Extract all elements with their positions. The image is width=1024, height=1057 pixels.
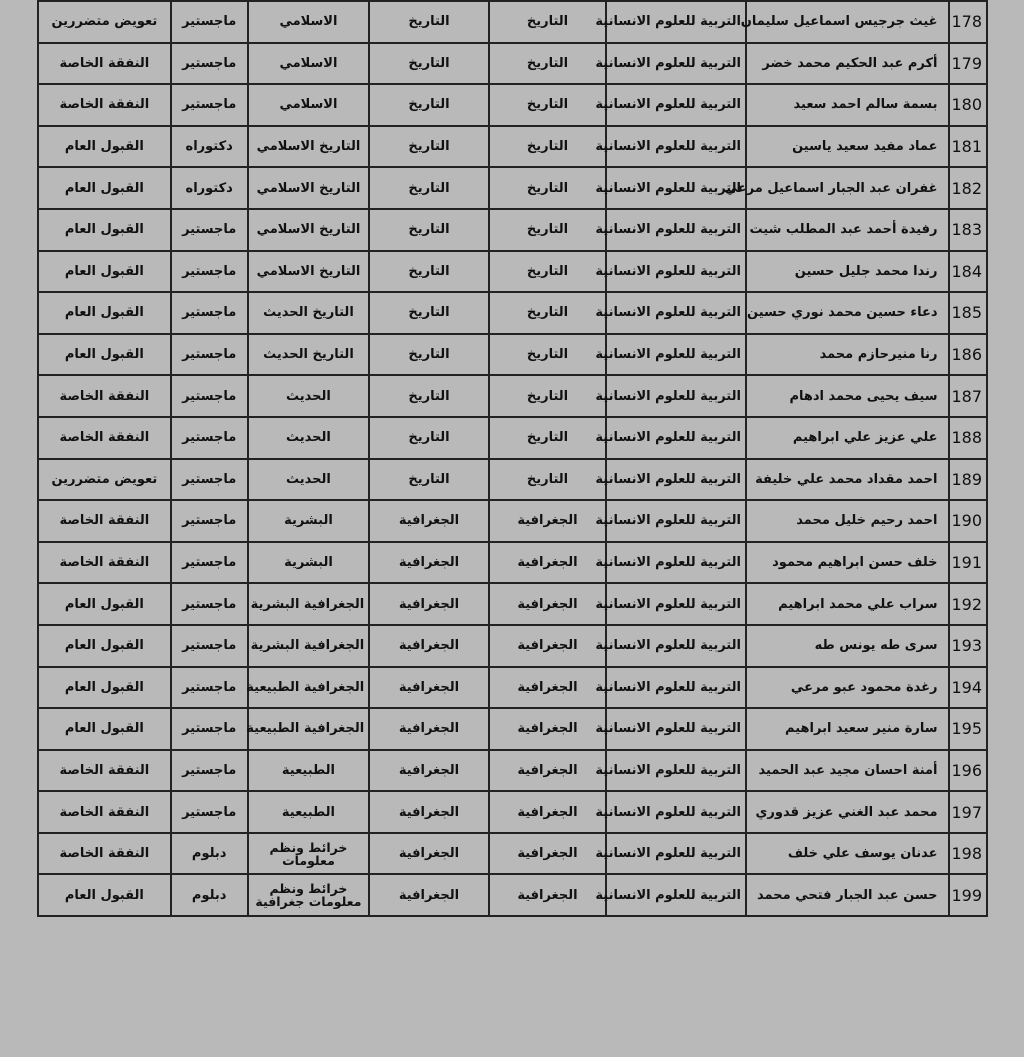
department-cell: الجغرافية	[489, 874, 606, 916]
table-row	[38, 791, 987, 833]
department-cell: التاريخ	[489, 292, 606, 334]
student-name: أكرم عبد الحكيم محمد خضر	[746, 43, 949, 85]
college-cell: التربية للعلوم الانسانية	[606, 1, 746, 43]
admission-channel-cell: النفقة الخاصة	[38, 791, 171, 833]
table-row	[38, 292, 987, 334]
college-cell: التربية للعلوم الانسانية	[606, 500, 746, 542]
college-cell: التربية للعلوم الانسانية	[606, 417, 746, 459]
admission-channel-cell: القبول العام	[38, 667, 171, 709]
student-name: محمد عبد الغني عزيز قدوري	[746, 791, 949, 833]
admission-channel-cell: القبول العام	[38, 334, 171, 376]
student-name: خلف حسن ابراهيم محمود	[746, 542, 949, 584]
department-cell: التاريخ	[489, 43, 606, 85]
student-name: رنا منيرحازم محمد	[746, 334, 949, 376]
college-cell: التربية للعلوم الانسانية	[606, 167, 746, 209]
specialty-cell: الجغرافية الطبيعية	[248, 667, 370, 709]
admission-channel-cell: القبول العام	[38, 126, 171, 168]
college-cell: التربية للعلوم الانسانية	[606, 708, 746, 750]
table-row	[38, 874, 987, 916]
row-number: 190	[949, 500, 987, 542]
table-row	[38, 417, 987, 459]
degree-cell: ماجستير	[171, 791, 248, 833]
row-number: 183	[949, 209, 987, 251]
specialty-cell: التاريخ الاسلامي	[248, 167, 370, 209]
department-cell: التاريخ	[489, 167, 606, 209]
college-cell: التربية للعلوم الانسانية	[606, 625, 746, 667]
specialty-cell: الاسلامي	[248, 84, 370, 126]
specialty-cell: الحديث	[248, 417, 370, 459]
admission-channel-cell: النفقة الخاصة	[38, 750, 171, 792]
degree-cell: ماجستير	[171, 459, 248, 501]
specialty-cell: الطبيعية	[248, 791, 370, 833]
degree-cell: ماجستير	[171, 708, 248, 750]
college-cell: التربية للعلوم الانسانية	[606, 583, 746, 625]
field-cell: التاريخ	[369, 1, 489, 43]
student-name: علي عزيز علي ابراهيم	[746, 417, 949, 459]
student-name: رفيدة أحمد عبد المطلب شيت	[746, 209, 949, 251]
table-row	[38, 833, 987, 875]
row-number: 198	[949, 833, 987, 875]
admission-channel-cell: النفقة الخاصة	[38, 500, 171, 542]
row-number: 185	[949, 292, 987, 334]
department-cell: التاريخ	[489, 417, 606, 459]
table-row	[38, 625, 987, 667]
student-name: احمد رحيم خليل محمد	[746, 500, 949, 542]
specialty-cell: الحديث	[248, 459, 370, 501]
table-row	[38, 667, 987, 709]
field-cell: الجغرافية	[369, 625, 489, 667]
admission-channel-cell: القبول العام	[38, 625, 171, 667]
row-number: 184	[949, 251, 987, 293]
admission-channel-cell: النفقة الخاصة	[38, 833, 171, 875]
admission-channel-cell: النفقة الخاصة	[38, 43, 171, 85]
specialty-cell: الاسلامي	[248, 43, 370, 85]
department-cell: الجغرافية	[489, 625, 606, 667]
row-number: 179	[949, 43, 987, 85]
row-number: 181	[949, 126, 987, 168]
field-cell: الجغرافية	[369, 833, 489, 875]
student-name: سرى طه يونس طه	[746, 625, 949, 667]
admission-channel-cell: القبول العام	[38, 292, 171, 334]
table-row	[38, 209, 987, 251]
table-row	[38, 750, 987, 792]
department-cell: التاريخ	[489, 334, 606, 376]
degree-cell: ماجستير	[171, 84, 248, 126]
field-cell: الجغرافية	[369, 667, 489, 709]
student-name: بسمة سالم احمد سعيد	[746, 84, 949, 126]
table-row	[38, 375, 987, 417]
department-cell: التاريخ	[489, 126, 606, 168]
table-row	[38, 708, 987, 750]
row-number: 180	[949, 84, 987, 126]
department-cell: الجغرافية	[489, 667, 606, 709]
table-row	[38, 84, 987, 126]
student-name: رندا محمد جليل حسين	[746, 251, 949, 293]
admission-channel-cell: القبول العام	[38, 708, 171, 750]
degree-cell: دبلوم	[171, 874, 248, 916]
college-cell: التربية للعلوم الانسانية	[606, 542, 746, 584]
row-number: 188	[949, 417, 987, 459]
department-cell: التاريخ	[489, 209, 606, 251]
specialty-cell: الطبيعية	[248, 750, 370, 792]
department-cell: التاريخ	[489, 459, 606, 501]
field-cell: التاريخ	[369, 126, 489, 168]
field-cell: الجغرافية	[369, 500, 489, 542]
degree-cell: ماجستير	[171, 750, 248, 792]
field-cell: الجغرافية	[369, 708, 489, 750]
degree-cell: ماجستير	[171, 251, 248, 293]
table-row	[38, 334, 987, 376]
degree-cell: ماجستير	[171, 583, 248, 625]
admission-channel-cell: تعويض متضررين	[38, 459, 171, 501]
student-name: عماد مفيد سعيد ياسين	[746, 126, 949, 168]
row-number: 197	[949, 791, 987, 833]
row-number: 189	[949, 459, 987, 501]
admission-channel-cell: النفقة الخاصة	[38, 417, 171, 459]
row-number: 194	[949, 667, 987, 709]
table-row	[38, 43, 987, 85]
department-cell: الجغرافية	[489, 833, 606, 875]
degree-cell: ماجستير	[171, 625, 248, 667]
student-name: دعاء حسين محمد نوري حسين	[746, 292, 949, 334]
college-cell: التربية للعلوم الانسانية	[606, 334, 746, 376]
table-row	[38, 583, 987, 625]
admission-channel-cell: النفقة الخاصة	[38, 84, 171, 126]
specialty-cell: التاريخ الاسلامي	[248, 126, 370, 168]
degree-cell: ماجستير	[171, 500, 248, 542]
field-cell: التاريخ	[369, 459, 489, 501]
admission-channel-cell: القبول العام	[38, 583, 171, 625]
specialty-cell: التاريخ الحديث	[248, 334, 370, 376]
department-cell: الجغرافية	[489, 542, 606, 584]
field-cell: الجغرافية	[369, 750, 489, 792]
field-cell: التاريخ	[369, 375, 489, 417]
specialty-cell: الاسلامي	[248, 1, 370, 43]
field-cell: التاريخ	[369, 84, 489, 126]
field-cell: التاريخ	[369, 292, 489, 334]
department-cell: الجغرافية	[489, 500, 606, 542]
row-number: 193	[949, 625, 987, 667]
department-cell: الجغرافية	[489, 583, 606, 625]
specialty-cell: الجغرافية البشرية	[248, 583, 370, 625]
row-number: 191	[949, 542, 987, 584]
table-row	[38, 459, 987, 501]
department-cell: الجغرافية	[489, 791, 606, 833]
row-number: 195	[949, 708, 987, 750]
college-cell: التربية للعلوم الانسانية	[606, 459, 746, 501]
college-cell: التربية للعلوم الانسانية	[606, 126, 746, 168]
department-cell: الجغرافية	[489, 708, 606, 750]
student-name: سيف يحيى محمد ادهام	[746, 375, 949, 417]
table-row	[38, 542, 987, 584]
degree-cell: دبلوم	[171, 833, 248, 875]
degree-cell: ماجستير	[171, 542, 248, 584]
student-name: أمنة احسان مجيد عبد الحميد	[746, 750, 949, 792]
college-cell: التربية للعلوم الانسانية	[606, 84, 746, 126]
college-cell: التربية للعلوم الانسانية	[606, 791, 746, 833]
specialty-cell: التاريخ الاسلامي	[248, 209, 370, 251]
specialty-cell: الحديث	[248, 375, 370, 417]
degree-cell: ماجستير	[171, 1, 248, 43]
student-name: غفران عبد الجبار اسماعيل مرعي	[746, 167, 949, 209]
college-cell: التربية للعلوم الانسانية	[606, 874, 746, 916]
admission-channel-cell: النفقة الخاصة	[38, 542, 171, 584]
field-cell: التاريخ	[369, 209, 489, 251]
student-name: عدنان يوسف علي خلف	[746, 833, 949, 875]
degree-cell: دكتوراه	[171, 126, 248, 168]
field-cell: التاريخ	[369, 167, 489, 209]
student-name: حسن عبد الجبار فتحي محمد	[746, 874, 949, 916]
college-cell: التربية للعلوم الانسانية	[606, 43, 746, 85]
field-cell: الجغرافية	[369, 874, 489, 916]
department-cell: التاريخ	[489, 84, 606, 126]
field-cell: التاريخ	[369, 251, 489, 293]
table-row	[38, 1, 987, 43]
table-row	[38, 251, 987, 293]
student-name: غيث جرجيس اسماعيل سليمان	[746, 1, 949, 43]
table-row	[38, 500, 987, 542]
row-number: 199	[949, 874, 987, 916]
student-name: رغدة محمود عبو مرعي	[746, 667, 949, 709]
table-row	[38, 167, 987, 209]
field-cell: الجغرافية	[369, 583, 489, 625]
admission-channel-cell: النفقة الخاصة	[38, 375, 171, 417]
department-cell: التاريخ	[489, 251, 606, 293]
table-row	[38, 126, 987, 168]
specialty-cell: التاريخ الاسلامي	[248, 251, 370, 293]
row-number: 196	[949, 750, 987, 792]
student-name: سارة منير سعيد ابراهيم	[746, 708, 949, 750]
department-cell: التاريخ	[489, 1, 606, 43]
row-number: 186	[949, 334, 987, 376]
field-cell: الجغرافية	[369, 791, 489, 833]
specialty-cell: البشرية	[248, 500, 370, 542]
admission-channel-cell: تعويض متضررين	[38, 1, 171, 43]
college-cell: التربية للعلوم الانسانية	[606, 209, 746, 251]
college-cell: التربية للعلوم الانسانية	[606, 251, 746, 293]
department-cell: الجغرافية	[489, 750, 606, 792]
admission-channel-cell: القبول العام	[38, 167, 171, 209]
degree-cell: ماجستير	[171, 667, 248, 709]
college-cell: التربية للعلوم الانسانية	[606, 375, 746, 417]
degree-cell: ماجستير	[171, 209, 248, 251]
college-cell: التربية للعلوم الانسانية	[606, 750, 746, 792]
college-cell: التربية للعلوم الانسانية	[606, 292, 746, 334]
admission-channel-cell: القبول العام	[38, 251, 171, 293]
department-cell: التاريخ	[489, 375, 606, 417]
field-cell: التاريخ	[369, 334, 489, 376]
admission-channel-cell: القبول العام	[38, 874, 171, 916]
specialty-cell: الجغرافية الطبيعية	[248, 708, 370, 750]
specialty-cell: خرائط ونظم معلومات جغرافية	[248, 874, 370, 916]
student-name: احمد مقداد محمد علي خليفة	[746, 459, 949, 501]
row-number: 187	[949, 375, 987, 417]
degree-cell: دكتوراه	[171, 167, 248, 209]
specialty-cell: الجغرافية البشرية	[248, 625, 370, 667]
degree-cell: ماجستير	[171, 43, 248, 85]
specialty-cell: التاريخ الحديث	[248, 292, 370, 334]
row-number: 178	[949, 1, 987, 43]
row-number: 192	[949, 583, 987, 625]
admissions-table	[37, 0, 988, 917]
row-number: 182	[949, 167, 987, 209]
degree-cell: ماجستير	[171, 334, 248, 376]
college-cell: التربية للعلوم الانسانية	[606, 833, 746, 875]
admission-channel-cell: القبول العام	[38, 209, 171, 251]
student-name: سراب علي محمد ابراهيم	[746, 583, 949, 625]
field-cell: التاريخ	[369, 43, 489, 85]
college-cell: التربية للعلوم الانسانية	[606, 667, 746, 709]
specialty-cell: خرائط ونظم معلومات	[248, 833, 370, 875]
field-cell: التاريخ	[369, 417, 489, 459]
degree-cell: ماجستير	[171, 375, 248, 417]
degree-cell: ماجستير	[171, 417, 248, 459]
specialty-cell: البشرية	[248, 542, 370, 584]
degree-cell: ماجستير	[171, 292, 248, 334]
field-cell: الجغرافية	[369, 542, 489, 584]
